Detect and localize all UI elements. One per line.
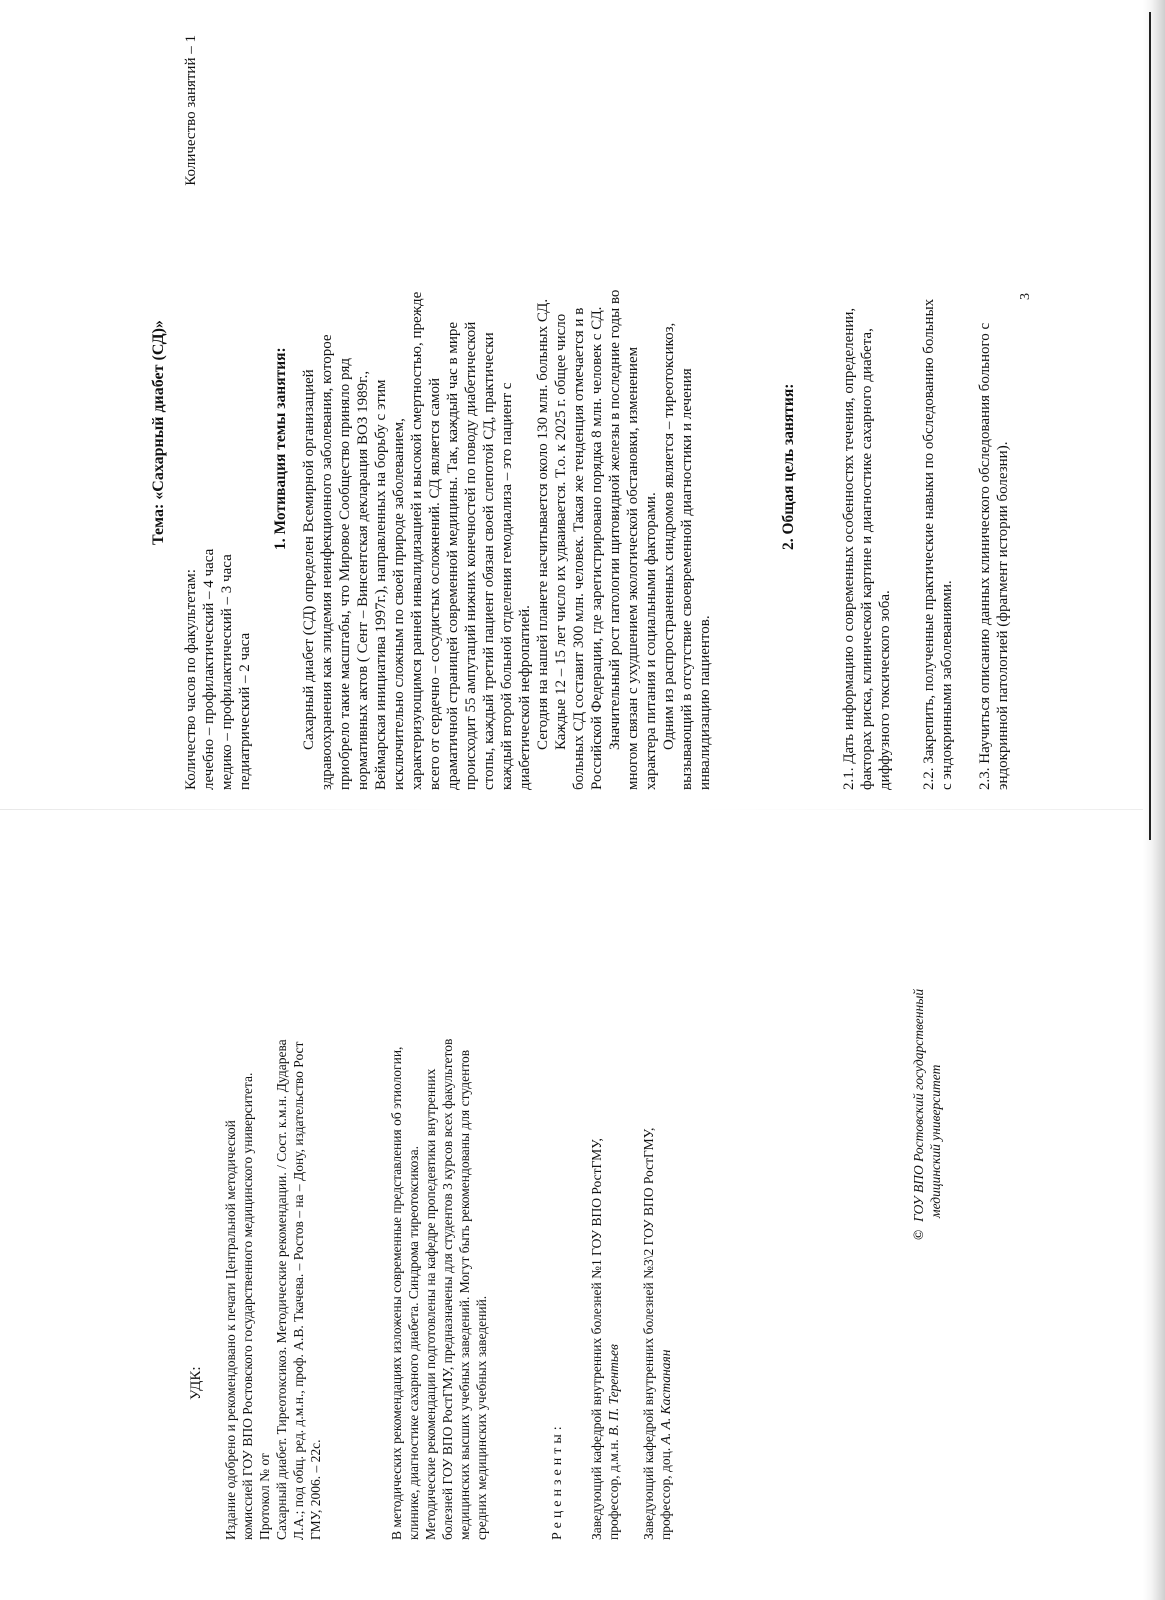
- page-number: 3: [1018, 293, 1033, 300]
- motivation-line: стопы, каждый третий пациент обязан своей слепотой СД, практически: [481, 332, 497, 790]
- hours-line: педиатрический – 2 часа: [237, 632, 253, 790]
- motivation-line: характеризующимся ранней инвалидизацией и высокой смертностью, прежде: [409, 291, 425, 790]
- motivation-line: Каждые 12 – 15 лет число их удваивается. Т.о. к 2025 г. общее число: [553, 313, 569, 750]
- imprint-line: Издание одобрено и рекомендовано к печати Центральной методической: [223, 1120, 238, 1540]
- imprint-line: комиссией ГОУ ВПО Ростовского государственного медицинского университета.: [240, 1072, 255, 1540]
- udk-label: УДК:: [188, 1366, 204, 1400]
- motivation-text: [300, 30, 714, 790]
- goal-line: 2.3. Научиться описанию данных клинического обследования больного с: [977, 322, 993, 790]
- section-2-heading: 2. Общая цель занятия:: [780, 383, 797, 550]
- goal-line: факторах риска, клинической картине и диагностике сахарного диабета,: [859, 328, 875, 790]
- topic-title: Тема: «Сахарный диабет (СД)»: [150, 320, 167, 545]
- reviewer-1-title: [605, 840, 622, 1540]
- motivation-line: Сахарный диабет (СД) определен Всемирной организацией: [301, 369, 317, 750]
- motivation-line: исключительно сложным по своей природе заболеванием,: [391, 418, 407, 790]
- abstract-line: медицинских высших учебных заведений. Могут быть рекомендованы для студентов: [457, 1049, 472, 1540]
- copyright-line: медицинский университет: [928, 1064, 943, 1218]
- imprint-line: Л.А.; под общ. ред. д.м.н., проф. А.В. Ткачева. – Ростов – на – Дону, издательство Рост: [291, 1041, 306, 1540]
- goal-2-3: [976, 30, 1012, 790]
- motivation-line: приобрело такие масштабы, что Мировое Сообщество приняло ряд: [337, 357, 353, 790]
- abstract-line: болезней ГОУ ВПО РостГМУ, предназначены для студентов 3 курсов всех факультетов: [440, 1038, 455, 1540]
- goal-2-1: [840, 30, 894, 790]
- hours-line: медико – профилактический – 3 часа: [219, 554, 235, 790]
- imprint-block: [222, 840, 324, 1540]
- reviewer-2: [640, 840, 674, 1540]
- section-1-heading: 1. Мотивация темы занятия:: [272, 347, 289, 550]
- reviewer-1-name: В. П. Терентьев: [606, 1344, 621, 1436]
- abstract-line: Методические рекомендации подготовлены на кафедре пропедевтики внутренних: [423, 1068, 438, 1540]
- motivation-line: характера питания и социальными факторами.: [643, 492, 659, 790]
- copyright-line: ГОУ ВПО Ростовский государственный: [911, 988, 926, 1222]
- copyright-icon: ©: [911, 1229, 926, 1240]
- reviewers-label: Рецензенты:: [550, 1422, 565, 1540]
- reviewer-1: [588, 840, 622, 1540]
- motivation-line: драматичной страницей современной медицины. Так, каждый час в мире: [445, 321, 461, 790]
- motivation-line: здравоохранения как эпидемия неинфекционного заболевания, которое: [319, 334, 335, 790]
- motivation-line: нормативных актов ( Сент – Винсентская декларация ВОЗ 1989г.,: [355, 370, 371, 790]
- abstract-line: средних медицинских учебных заведений.: [474, 1295, 489, 1540]
- motivation-line: всего от сердечно – сосудистых осложнений. СД является самой: [427, 377, 443, 790]
- reviewer-2-title: [657, 840, 674, 1540]
- motivation-line: Одним из распространенных синдромов является – тиреотоксикоз,: [661, 322, 677, 750]
- content-page: [0, 10, 1165, 790]
- motivation-line: каждый второй больной отделения гемодиализа – это пациент с: [499, 382, 515, 790]
- motivation-line: диабетической нефропатией.: [517, 605, 533, 790]
- reviewer-2-position: Заведующий кафедрой внутренних болезней №3\2 ГОУ ВПО РостГМУ,: [641, 1127, 656, 1540]
- imprint-line: Протокол № от: [257, 1453, 272, 1540]
- motivation-line: вызывающий в отсутствие своевременной диагностики и лечения: [679, 368, 695, 790]
- motivation-line: Российской Федерации, где зарегистрировано порядка 8 млн. человек с СД.: [589, 306, 605, 790]
- motivation-line: Сегодня на нашей планете насчитывается около 130 млн. больных СД.: [535, 298, 551, 750]
- abstract-line: В методических рекомендациях изложены современные представления об этиологии,: [389, 1046, 404, 1540]
- abstract-line: клинике, диагностике сахарного диабета. Синдрома тиреотоксикоза.: [406, 1146, 421, 1540]
- copyright-notice: [910, 820, 944, 1240]
- lessons-count: Количество занятий – 1: [183, 35, 199, 186]
- reviewer-2-name: А. А. Кастанаян: [658, 1349, 673, 1445]
- reviewer-1-position: Заведующий кафедрой внутренних болезней №1 ГОУ ВПО РостГМУ,: [589, 1138, 604, 1540]
- goal-line: 2.1. Дать информацию о современных особенностях течения, определении,: [841, 307, 857, 790]
- abstract-block: [388, 820, 490, 1540]
- goal-line: диффузного токсического зоба.: [877, 590, 893, 790]
- reviewer-1-degree: профессор, д.м.н.: [606, 1435, 621, 1540]
- goal-line: 2.2. Закрепить, полученные практические навыки по обследованию больных: [921, 298, 937, 790]
- motivation-line: больных СД составит 300 млн. человек. Такая же тенденция отмечается и в: [571, 307, 587, 790]
- reviewer-2-degree: профессор, доц.: [658, 1444, 673, 1540]
- motivation-line: Значительный рост патологии щитовидной железы в последние годы во: [607, 289, 623, 750]
- imprint-line: Сахарный диабет. Тиреотоксикоз. Методические рекомендации. / Сост. к.м.н. Дударева: [274, 1039, 289, 1540]
- motivation-line: инвалидизацию пациентов.: [697, 615, 713, 790]
- motivation-line: происходит 55 ампутаций нижних конечностей по поводу диабетической: [463, 321, 479, 790]
- motivation-line: многом связан с ухудшением экологической обстановки, изменением: [625, 346, 641, 790]
- imprint-line: ГМУ, 2006. – 22с.: [308, 1439, 323, 1540]
- goal-line: эндокринной патологией (фрагмент истории болезни).: [995, 441, 1011, 790]
- hours-line: лечебно – профилактический – 4 часа: [201, 548, 217, 790]
- goal-line: с эндокринными заболеваниями.: [939, 580, 955, 790]
- motivation-line: Веймарская инициатива 1997г.), направленных на борьбу с этим: [373, 379, 389, 790]
- hours-block: [182, 30, 254, 790]
- page-fold: [0, 809, 1165, 810]
- hours-label: Количество часов по факультетам:: [183, 569, 199, 790]
- goal-2-2: [920, 30, 956, 790]
